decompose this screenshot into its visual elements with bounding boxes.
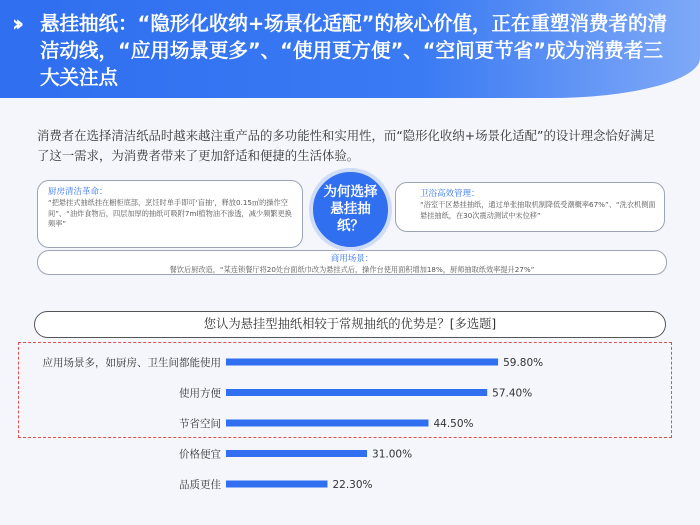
bath-card-title: 卫浴高效管理： xyxy=(420,189,480,199)
value-label: 22.30% xyxy=(332,479,373,491)
value-label: 59.80% xyxy=(503,357,544,369)
bar xyxy=(226,389,487,396)
intro-paragraph: 消费者在选择清洁纸品时越来越注重产品的多功能性和实用性，而“隐形化收纳+场景化适配”的设计理念恰好满足了这一需求，为消费者带来了更加舒适和便捷的生活体验。 xyxy=(37,128,655,163)
category-label: 节省空间 xyxy=(179,418,221,430)
category-label: 应用场景多，如厨房、卫生间都能使用 xyxy=(42,357,221,369)
value-label: 31.00% xyxy=(372,448,413,461)
bar xyxy=(226,359,498,366)
category-label: 价格便宜 xyxy=(179,448,221,461)
bar xyxy=(226,420,428,427)
business-card-title: 商用场景： xyxy=(330,254,374,264)
chart-title: 您认为悬挂型抽纸相较于常规抽纸的优势是？[多选题] xyxy=(34,311,666,338)
bar xyxy=(226,481,327,488)
kitchen-card-title: 厨房清洁革命： xyxy=(48,187,108,197)
category-label: 使用方便 xyxy=(179,387,221,400)
business-card-body: 餐饮后厨改造，“某连锁餐厅将20处台面纸巾改为悬挂式后，操作台使用面积增加18%，厨师抽取纸效率提升27%” xyxy=(169,265,535,274)
double-chevron-icon: ›› xyxy=(12,12,19,37)
circle-label: 为何选择悬挂抽纸？ xyxy=(323,184,378,234)
value-label: 44.50% xyxy=(433,418,474,430)
category-label: 品质更佳 xyxy=(179,479,221,491)
page-title: 悬挂抽纸：“隐形化收纳+场景化适配”的核心价值，正在重塑消费者的清洁动线，“应用场景更多”、“使用更方便”、“空间更节省”成为消费者三大关注点 xyxy=(40,12,667,89)
bath-card-body: “浴室干区悬挂抽纸，通过单张抽取机制降低受潮概率67%”、“洗衣机侧面悬挂抽纸，在30次震动测试中未位移” xyxy=(420,200,656,220)
bar xyxy=(226,450,367,457)
kitchen-card-body: “把悬挂式抽纸挂在橱柜底部，烹饪时单手即可‘盲抽’，释放0.15㎡的操作空间”、“油炸食物后，四层加厚的抽纸可吸附7ml植物油不渗透，减少频繁更换频率” xyxy=(48,198,292,228)
value-label: 57.40% xyxy=(492,387,533,400)
